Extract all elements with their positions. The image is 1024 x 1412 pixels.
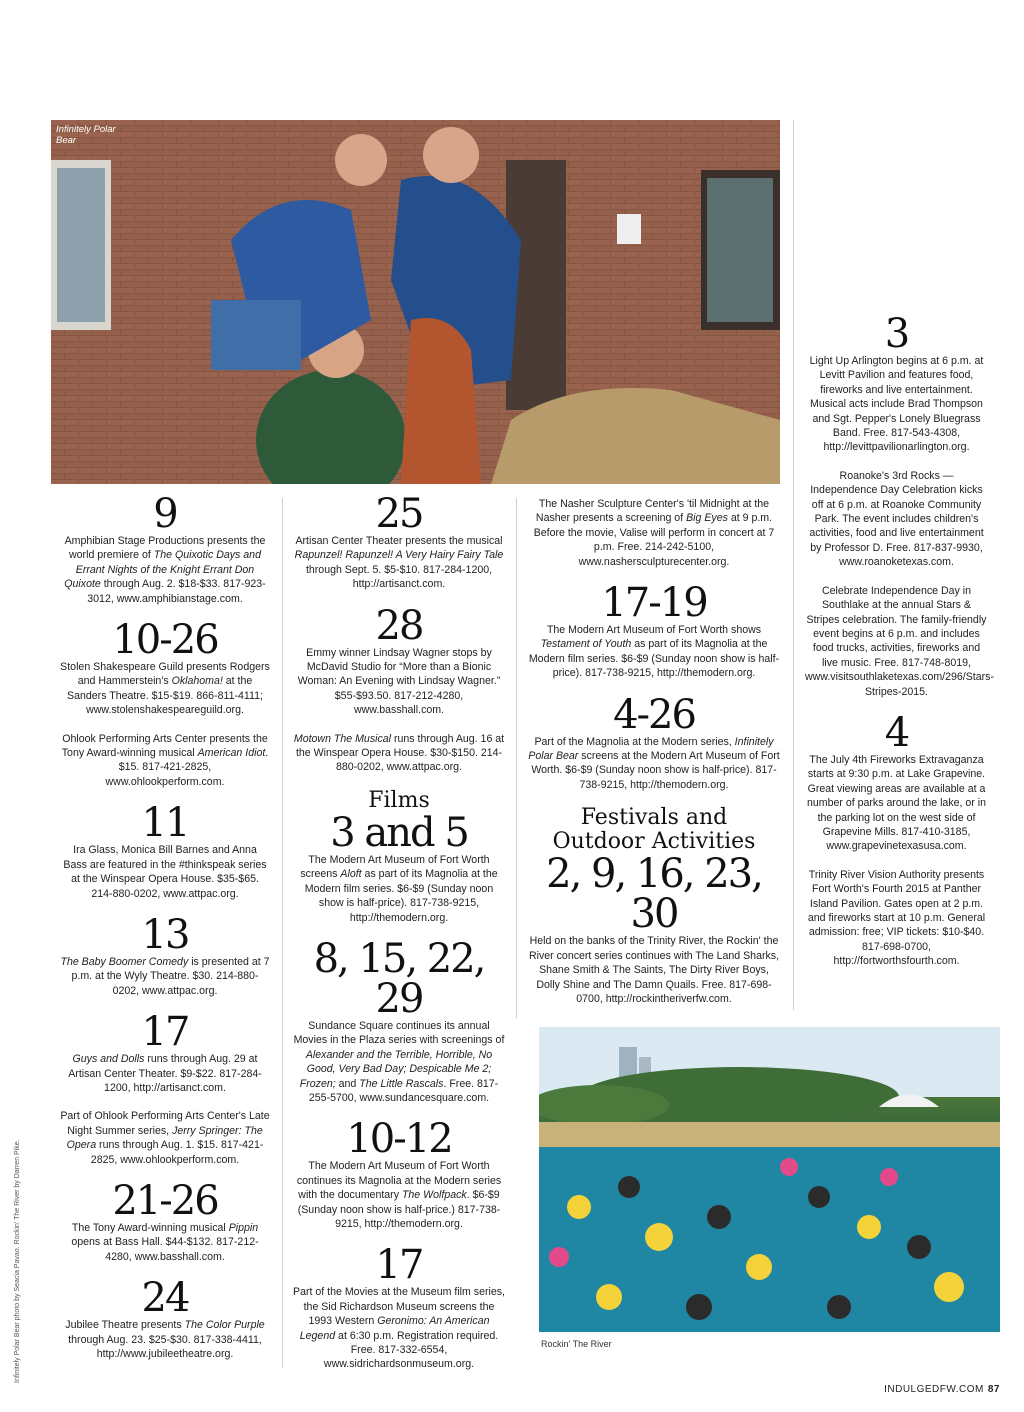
- date-heading: 24: [141, 1275, 189, 1322]
- column-theater-films: [293, 491, 505, 1386]
- event-title: Alexander and the Terrible, Horrible, No Good, Very Bad Day; Despicable Me 2; Frozen;: [299, 1048, 493, 1090]
- event-text: Part of the Magnolia at the Modern series,: [534, 735, 735, 748]
- event-text: The Nasher Sculpture Center's 'til Midnight at the Nasher presents a screening of: [535, 498, 770, 525]
- event-text: through Sept. 5. $5-$10. 817-284-1200, http://artisanct.com.: [305, 563, 493, 591]
- event-listing: Held on the banks of the Trinity River, the Rockin' the River concert series continues with The Land Sharks, Shane Smith & The Saints, The Dirty River Boys, Dolly Shine and The Damn Quails. Free. 817-698-0700, http://rockintheriverfw.com.: [528, 935, 780, 1005]
- event-text: opens at Bass Hall. $44-$132. 817-212-4280, www.basshall.com.: [71, 1236, 259, 1263]
- event-text: screens at the Modern Art Museum of Fort Worth. $6-$9 (Sunday noon show is half-price). 817-738-9215, http://themodern.org.: [531, 750, 780, 791]
- event-listing: [527, 497, 781, 569]
- date-heading: 10-12: [346, 1116, 452, 1163]
- event-listing: [60, 1109, 270, 1167]
- event-text: . $15. 817-421-2825, www.ohlookperform.com.: [105, 747, 269, 788]
- event-title: The Color Purple: [184, 1319, 265, 1332]
- event-text: . $6-$9 (Sunday noon show is half-price.) 817-738-9215, http://themodern.org.: [297, 1189, 501, 1230]
- event-text: runs through Aug. 29 at Artisan Center Theater. $9-$22. 817-284-1200, http://artisanct.com.: [68, 1053, 262, 1094]
- event-title: Oklahoma!: [171, 675, 223, 688]
- event-title: Geronimo: An American Legend: [299, 1315, 490, 1342]
- event-title: Aloft: [340, 868, 362, 881]
- event-text: Part of the Movies at the Museum film series, the Sid Richardson Museum screens the 1993 Western: [293, 1286, 505, 1328]
- date-heading: 17: [141, 1009, 189, 1056]
- event-title: Pippin: [228, 1221, 259, 1234]
- event-listing: [293, 1285, 505, 1371]
- event-listing: [60, 955, 270, 998]
- event-listing: [293, 853, 505, 925]
- date-heading: 10-26: [112, 617, 218, 664]
- event-listing: [60, 1221, 270, 1264]
- event-listing: Roanoke's 3rd Rocks — Independence Day Celebration kicks off at 6 p.m. at Roanoke Community Park. The event includes children's activities, food and live entertainment by Professor D. Free. 817-837-9930, www.roanoketexas.com.: [809, 469, 984, 569]
- event-text: runs through Aug. 1. $15. 817-421-2825, www.ohlookperform.com.: [90, 1139, 264, 1166]
- section-heading-outdoor: Outdoor Activities: [552, 829, 756, 855]
- date-heading: 17: [375, 1242, 423, 1289]
- event-text: at the Sanders Theatre. $15-$19. 866-811-4111; www.stolenshakespeareguild.org.: [67, 675, 263, 717]
- photo-caption-line1: Infinitely Polar: [56, 124, 116, 135]
- date-heading: 25: [375, 491, 423, 537]
- event-text: The Modern Art Museum of Fort Worth screens: [300, 853, 490, 881]
- date-heading: 29: [375, 975, 423, 1022]
- event-text: Stolen Shakespeare Guild presents Rodgers and Hammerstein's: [60, 661, 270, 688]
- section-heading-festivals: Festivals and: [580, 805, 728, 831]
- event-title: Jerry Springer: The Opera: [66, 1124, 263, 1152]
- event-text: Artisan Center Theater presents the musical: [295, 535, 503, 547]
- date-heading: 11: [141, 800, 189, 847]
- date-heading: 17-19: [601, 580, 707, 627]
- event-text: at 6:30 p.m. Registration required. Free. 817-332-6554, www.sidrichardsonmuseum.org.: [323, 1329, 499, 1371]
- event-listing: [527, 623, 781, 681]
- column-divider-3: [793, 120, 794, 1010]
- photo-illustration: [51, 120, 780, 484]
- event-listing: [60, 1318, 270, 1361]
- event-text: Amphibian Stage Productions presents the world premiere of: [64, 535, 266, 562]
- event-text: through Aug. 23. $25-$30. 817-338-4411, http://www.jubileetheatre.org.: [68, 1333, 262, 1360]
- date-heading: 2, 9, 16, 23,: [546, 851, 762, 898]
- event-listing: [60, 534, 270, 606]
- event-title: Infinitely Polar Bear: [528, 735, 774, 763]
- event-title: Big Eyes: [686, 512, 728, 525]
- event-listing: The July 4th Fireworks Extravaganza starts at 9:30 p.m. at Lake Grapevine. Great viewing areas are available at a number of parks around the lake, or in the parking lot on the west side of Grapevine Mills. 817-410-3185, www.grapevinetexasusa.com.: [806, 753, 987, 853]
- event-title: Motown The Musical: [293, 732, 392, 745]
- date-heading: 3 and 5: [330, 809, 468, 856]
- column-theater-1: [60, 491, 270, 1375]
- event-text: Ohlook Performing Arts Center presents the Tony Award-winning musical: [61, 732, 268, 760]
- page-folio: [884, 1384, 1000, 1395]
- event-text: runs through Aug. 16 at the Winspear Opera House. $30-$150. 214-880-0202, www.attpac.org.: [295, 732, 505, 774]
- date-heading: 4-26: [613, 691, 695, 738]
- event-text: . Free. 817-255-5700, www.sundancesquare.com.: [308, 1077, 499, 1104]
- event-listing: Trinity River Vision Authority presents Fort Worth's Fourth 2015 at Panther Island Pavilion. Gates open at 2 p.m. and fireworks start at 10 p.m. General admission: free; VIP tickets: $10-$40. 817-698-0700, http://fortworthsfourth.com.: [807, 868, 986, 968]
- event-listing: [293, 1159, 505, 1231]
- photo-caption-line2: Bear: [56, 135, 77, 146]
- date-heading: 3: [884, 311, 909, 357]
- event-listing: [293, 534, 505, 592]
- column-divider-1: [282, 498, 283, 1368]
- event-text: The Tony Award-winning musical: [71, 1221, 229, 1234]
- event-listing: [60, 732, 270, 790]
- column-films-festivals: [527, 497, 781, 1020]
- page-number: 87: [987, 1384, 1000, 1395]
- photo-credit: Infinitely Polar Bear photo by Seacia Pavao. Rockin' The River by Darren Pike.: [14, 1139, 21, 1383]
- photo-rockin-the-river: [539, 1027, 1000, 1332]
- event-title: The Baby Boomer Comedy: [60, 955, 189, 968]
- event-text: through Aug. 2. $18-$33. 817-923-3012, www.amphibianstage.com.: [87, 578, 266, 605]
- event-listing: Light Up Arlington begins at 6 p.m. at Levitt Pavilion and features food, fireworks and live entertainment. Musical acts include Brad Thompson and Sgt. Pepper's Lonely Bluegrass Band. Free. 817-543-4308, http://levittpavilionarlington.org.: [809, 355, 984, 454]
- event-listing: [293, 732, 505, 775]
- event-title: American Idiot: [197, 747, 266, 760]
- event-listing: Celebrate Independence Day in Southlake at the annual Stars & Stripes celebration. The family-friendly event begins at 6 p.m. and includes food trucks, activities, fireworks and live music. Free. 817-748-8019, www.visitsouthlaketexas.com/296/Stars-Stripes-2015.: [805, 584, 994, 698]
- photo-illustration: [539, 1027, 1000, 1332]
- photo-caption-bottom: Rockin' The River: [541, 1339, 612, 1349]
- event-text: as part of its Magnolia at the Modern film series. $6-$9 (Sunday noon show is half-price). 817-738-9215, http://themodern.org.: [528, 638, 780, 680]
- date-heading: 13: [141, 911, 189, 958]
- event-title: Guys and Dolls: [72, 1053, 145, 1066]
- event-listing: [60, 660, 270, 718]
- event-title: The Quixotic Days and Errant Nights of the Knight Errant Don Quixote: [64, 549, 261, 591]
- photo-infinitely-polar-bear: [51, 120, 780, 484]
- event-text: is presented at 7 p.m. at the Wyly Theatre. $30. 214-880-0202, www.attpac.org.: [71, 955, 270, 997]
- event-title: The Little Rascals: [359, 1077, 444, 1090]
- event-listing: [527, 735, 781, 793]
- event-title: Rapunzel! Rapunzel! A Very Hairy Fairy Tale: [294, 549, 504, 562]
- event-text: as part of its Magnolia at the Modern film series. $6-$9 (Sunday noon show is half-price). 817-738-9215, http://themodern.org.: [304, 868, 498, 924]
- event-text: The Modern Art Museum of Fort Worth shows: [546, 624, 762, 637]
- date-heading: 9: [153, 491, 177, 537]
- event-text: Part of Ohlook Performing Arts Center's Late Night Summer series,: [60, 1110, 270, 1137]
- event-listing: Ira Glass, Monica Bill Barnes and Anna Bass are featured in the #thinkspeak series at the Winspear Opera House. $35-$65. 214-880-0202, www.attpac.org.: [63, 844, 267, 900]
- event-text: Jubilee Theatre presents: [65, 1319, 185, 1332]
- event-listing: [60, 1052, 270, 1095]
- column-independence-day: [805, 311, 994, 983]
- date-heading: 4: [884, 709, 909, 756]
- date-heading: 21-26: [112, 1177, 218, 1224]
- event-listing: Emmy winner Lindsay Wagner stops by McDavid Studio for “More than a Bionic Woman: An Evening with Lindsay Wagner.” $55-$93.50. 817-212-4280, www.basshall.com.: [297, 646, 501, 717]
- date-heading: 30: [630, 891, 678, 938]
- event-text: The Modern Art Museum of Fort Worth continues its Magnolia at the Modern series with the documentary: [296, 1160, 502, 1202]
- event-text: at 9 p.m. Before the movie, Valise will perform in concert at 7 p.m. Free. 214-242-5100, www.nashersculpturecenter.org.: [533, 512, 775, 568]
- column-divider-2: [516, 498, 517, 1018]
- photo-caption: [56, 124, 146, 146]
- event-text: and: [335, 1077, 360, 1090]
- section-heading-films: Films: [368, 787, 430, 813]
- event-title: Testament of Youth: [540, 638, 632, 651]
- event-listing: [293, 1019, 505, 1105]
- date-heading: 28: [375, 602, 423, 649]
- event-text: Sundance Square continues its annual Movies in the Plaza series with screenings of: [293, 1019, 505, 1047]
- event-title: The Wolfpack: [401, 1189, 467, 1202]
- date-heading: 8, 15, 22,: [313, 935, 485, 982]
- site-name: INDULGEDFW.COM: [884, 1384, 984, 1395]
